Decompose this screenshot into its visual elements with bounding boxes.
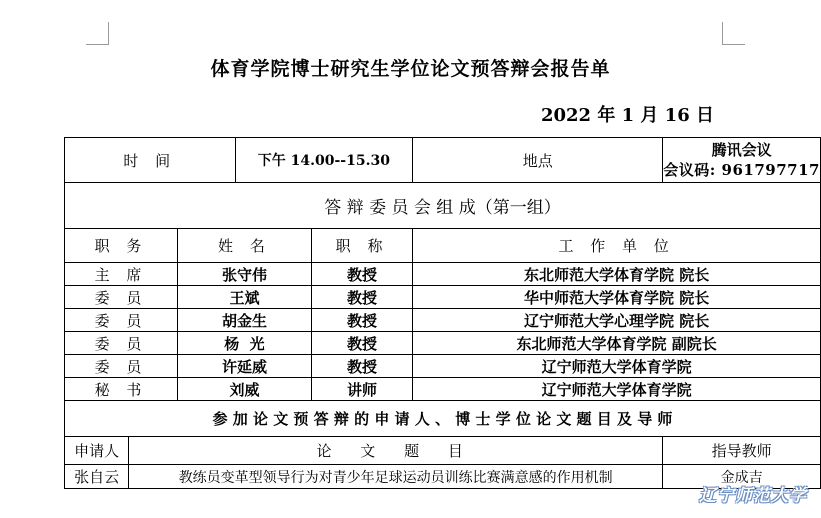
document-title: 体育学院博士研究生学位论文预答辩会报告单 [210, 58, 611, 80]
member-rank: 教授 [311, 286, 412, 309]
member-name: 许延威 [178, 355, 312, 378]
column-unit: 工 作 单 位 [413, 229, 821, 263]
page-corner-mark-left [86, 22, 109, 45]
member-role: 秘 书 [65, 378, 178, 401]
member-role: 委 员 [65, 286, 178, 309]
paper-applicant: 张自云 [65, 465, 129, 489]
member-name: 刘威 [178, 378, 312, 401]
member-rank: 教授 [311, 263, 412, 286]
member-name: 王斌 [178, 286, 312, 309]
paper-advisor: 金成吉 [663, 465, 821, 489]
committee-title: 答 辩 委 员 会 组 成（第一组） [65, 183, 821, 229]
member-role: 主 席 [65, 263, 178, 286]
member-unit: 东北师范大学体育学院 副院长 [413, 332, 821, 355]
member-name: 张守伟 [178, 263, 312, 286]
time-label: 时 间 [65, 138, 236, 183]
report-table [64, 137, 821, 489]
committee-title-row [65, 183, 821, 229]
column-name: 姓 名 [178, 229, 312, 263]
location-label: 地点 [413, 138, 663, 183]
meeting-info-row [65, 138, 821, 183]
column-role: 职 务 [65, 229, 178, 263]
member-name: 杨 光 [178, 332, 312, 355]
committee-member-row [65, 286, 821, 309]
applicants-title-row [65, 401, 821, 437]
member-unit: 辽宁师范大学体育学院 [413, 378, 821, 401]
university-watermark: 辽宁师范大学 [699, 486, 807, 506]
committee-member-row [65, 378, 821, 401]
member-name: 胡金生 [178, 309, 312, 332]
member-unit: 华中师范大学体育学院 院长 [413, 286, 821, 309]
committee-member-row [65, 309, 821, 332]
member-rank: 教授 [311, 309, 412, 332]
member-unit: 东北师范大学体育学院 院长 [413, 263, 821, 286]
page-corner-mark-right [722, 22, 745, 45]
member-rank: 教授 [311, 355, 412, 378]
time-value: 下午 14.00--15.30 [235, 138, 413, 183]
member-rank: 讲师 [311, 378, 412, 401]
member-unit: 辽宁师范大学心理学院 院长 [413, 309, 821, 332]
member-role: 委 员 [65, 355, 178, 378]
committee-member-row [65, 355, 821, 378]
member-rank: 教授 [311, 332, 412, 355]
member-role: 委 员 [65, 309, 178, 332]
column-advisor: 指导教师 [663, 437, 821, 465]
applicants-title: 参 加 论 文 预 答 辩 的 申 请 人 、 博 士 学 位 论 文 题 目 及 导 师 [65, 401, 821, 437]
committee-member-row [65, 332, 821, 355]
column-applicant: 申请人 [65, 437, 129, 465]
location-line-1: 腾讯会议 [711, 141, 772, 159]
report-date: 2022 年 1 月 16 日 [540, 105, 714, 126]
committee-member-row [65, 263, 821, 286]
column-topic: 论 文 题 目 [129, 437, 663, 465]
location-line-2: 会议码: 961797717 [663, 161, 820, 179]
committee-header-row [65, 229, 821, 263]
location-value [663, 138, 821, 183]
member-unit: 辽宁师范大学体育学院 [413, 355, 821, 378]
paper-topic: 教练员变革型领导行为对青少年足球运动员训练比赛满意感的作用机制 [129, 465, 663, 489]
member-role: 委 员 [65, 332, 178, 355]
column-rank: 职 称 [311, 229, 412, 263]
paper-header-row [65, 437, 821, 465]
